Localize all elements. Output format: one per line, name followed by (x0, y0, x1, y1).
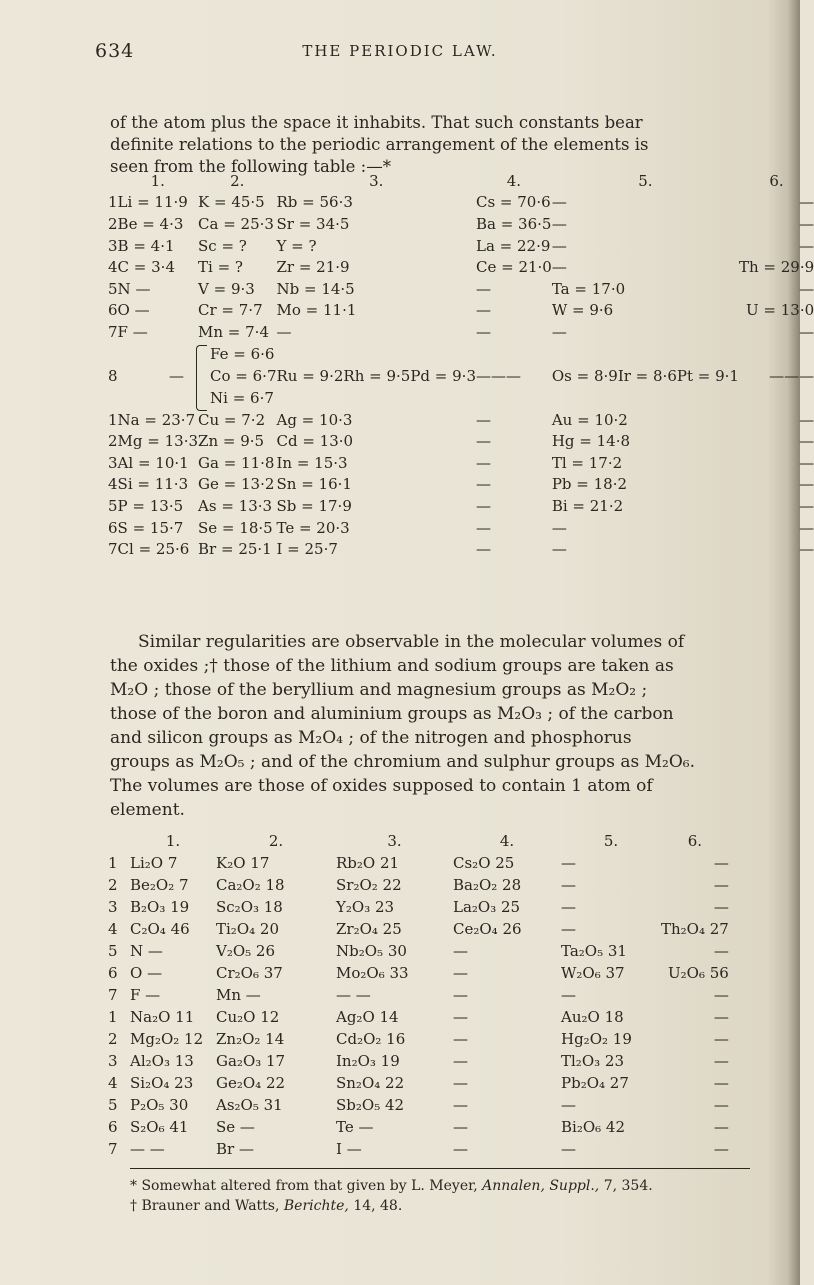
table-cell: — (551, 518, 567, 537)
table-cell: Ag = 10·3 (276, 410, 353, 429)
row-label: 5 (108, 496, 118, 515)
table-cell: — — (336, 986, 371, 1004)
table-cell: P = 13·5 (117, 496, 184, 515)
table-cell: — (453, 1052, 468, 1070)
table-cell: Te — (336, 1118, 374, 1136)
table-cell: La₂O₃ 25 (453, 898, 521, 916)
table-cell: Ce = 21·0 (475, 258, 552, 277)
footnote: * Somewhat altered from that given by L. Meyer, Annalen, Suppl., 7, 354. (130, 1178, 653, 1194)
table-cell: — (169, 366, 185, 385)
table-cell: Tl = 17·2 (551, 453, 623, 472)
row-label: 1 (108, 410, 118, 429)
table-cell: — (561, 1140, 576, 1158)
table-cell: Na = 23·7 (117, 410, 196, 429)
table-cell: — (713, 854, 729, 872)
table-cell: O — (130, 964, 163, 982)
table-cell: — (551, 322, 567, 341)
table-cell: Ag₂O 14 (336, 1008, 399, 1026)
table-cell: — (713, 986, 729, 1004)
column-header: 4. (499, 832, 515, 850)
table-cell: — (799, 518, 814, 537)
table-cell: — (453, 942, 468, 960)
column-header: 6. (687, 832, 703, 850)
table-cell: Sn₂O₄ 22 (336, 1074, 405, 1092)
table-cell: N — (130, 942, 163, 960)
table-row (108, 918, 729, 940)
row-label: 3 (108, 898, 118, 916)
table-cell: — (713, 1118, 729, 1136)
triad-entry: Ir = 8·6 (617, 366, 677, 385)
table-cell: — (475, 496, 491, 515)
oxides-paragraph (110, 630, 740, 822)
table-cell: — (713, 876, 729, 894)
column-header: 4. (506, 171, 522, 190)
table-row (108, 940, 729, 962)
table-cell: — (453, 1074, 468, 1092)
table-cell: Ce₂O₄ 26 (453, 920, 522, 938)
table-cell: — — (130, 1140, 165, 1158)
table-cell: Ga = 11·8 (198, 453, 275, 472)
row-label: 7 (108, 322, 118, 341)
table-cell: — (713, 898, 729, 916)
table-cell: Y₂O₃ 23 (336, 898, 395, 916)
table-cell: Ti = ? (198, 258, 243, 277)
table-cell: Th₂O₄ 27 (661, 920, 729, 938)
table-row (108, 1028, 729, 1050)
table-cell: Br — (216, 1140, 254, 1158)
table-row (108, 1138, 729, 1160)
table-row (108, 852, 729, 874)
table-cell: Mn = 7·4 (198, 322, 269, 341)
table-cell: — (799, 279, 814, 298)
table-cell: — (551, 540, 567, 559)
intro-line: of the atom plus the space it inhabits. That such constants bear (110, 113, 643, 132)
table-cell: K₂O 17 (216, 854, 270, 872)
table-cell: Y = ? (276, 236, 317, 255)
intro-paragraph (110, 112, 738, 178)
table-row (108, 474, 814, 496)
row-label: 2 (108, 214, 118, 233)
triad-entry: — (475, 366, 491, 385)
row-label: 6 (108, 964, 118, 982)
table-cell: Ca₂O₂ 18 (216, 876, 285, 894)
table-cell: Hg₂O₂ 19 (561, 1030, 632, 1048)
table-cell: Ba = 36·5 (475, 214, 552, 233)
table-cell: — (453, 1030, 468, 1048)
table-row (108, 321, 814, 343)
row-label: 1 (108, 193, 118, 212)
table-row (108, 517, 814, 539)
table-cell: — (475, 540, 491, 559)
table-row (108, 1072, 729, 1094)
table-cell: Mg = 13·3 (117, 432, 199, 451)
table-cell: — (799, 432, 814, 451)
column-header: 5. (603, 832, 619, 850)
row-label: 6 (108, 1118, 118, 1136)
table-cell: Zr₂O₄ 25 (336, 920, 402, 938)
table-cell: Si₂O₄ 23 (130, 1074, 194, 1092)
column-header: 5. (638, 171, 653, 190)
row-label: 2 (108, 432, 118, 451)
table-cell: Zr = 21·9 (276, 258, 350, 277)
table-cell: B₂O₃ 19 (130, 898, 190, 916)
oxide-volume-table (108, 830, 729, 1160)
table-cell: B = 4·1 (117, 236, 175, 255)
table-cell: N — (117, 279, 151, 298)
row-label: 5 (108, 942, 118, 960)
table-cell: — (453, 1140, 468, 1158)
table-cell: — (453, 1118, 468, 1136)
table-cell: Be₂O₂ 7 (130, 876, 189, 894)
table-cell: Ta = 17·0 (551, 279, 626, 298)
page-header (0, 40, 800, 80)
table-cell: — (713, 1052, 729, 1070)
table-row (108, 213, 814, 235)
table-cell: Cs₂O 25 (453, 854, 515, 872)
table-cell: Cd = 13·0 (276, 432, 354, 451)
table-cell: — (713, 1030, 729, 1048)
table-cell: V = 9·3 (198, 279, 255, 298)
table-cell: Nb = 14·5 (276, 279, 355, 298)
table-cell: — (713, 942, 729, 960)
table-cell: Li₂O 7 (130, 854, 178, 872)
table-cell (476, 343, 552, 409)
triad-entry: Pd = 9·3 (410, 366, 476, 385)
table-cell: Zn = 9·5 (198, 432, 265, 451)
table-cell: U = 13·0 (745, 301, 814, 320)
table-cell: Sb = 17·9 (276, 496, 352, 515)
row-label: 8 (108, 366, 118, 385)
table-header-row (108, 830, 729, 852)
table-row (108, 538, 814, 560)
table-cell: — (453, 986, 468, 1004)
table-cell: — (561, 876, 576, 894)
triad-entry: Ni = 6·7 (210, 388, 274, 407)
table-row (108, 1094, 729, 1116)
table-cell: — (713, 1140, 729, 1158)
table-cell: — (551, 236, 567, 255)
table-cell: U₂O₆ 56 (668, 964, 729, 982)
table-cell: Al = 10·1 (117, 453, 189, 472)
table-row (108, 235, 814, 257)
table-cell: Se = 18·5 (198, 518, 273, 537)
table-cell: — (799, 410, 814, 429)
table-cell: Nb₂O₅ 30 (336, 942, 407, 960)
table-cell: — (475, 410, 491, 429)
table-cell: — (551, 258, 567, 277)
table-row (108, 452, 814, 474)
table-cell: Sr₂O₂ 22 (336, 876, 402, 894)
triad-entry: Ru = 9·2 (276, 366, 344, 385)
table-cell: Mo = 11·1 (276, 301, 357, 320)
table-cell: O — (117, 301, 150, 320)
table-cell (739, 343, 814, 409)
table-cell: — (475, 453, 491, 472)
table-cell: Sc = ? (198, 236, 247, 255)
intro-line: seen from the following table :—* (110, 157, 391, 176)
table-cell: Mg₂O₂ 12 (130, 1030, 204, 1048)
table-cell: — (713, 1096, 729, 1114)
table-cell: Ge₂O₄ 22 (216, 1074, 286, 1092)
brace-mark (196, 345, 207, 411)
table-cell: S = 15·7 (117, 518, 184, 537)
table-cell: Sr = 34·5 (276, 214, 350, 233)
triad-entry: Co = 6·7 (210, 366, 277, 385)
table-cell: — (799, 475, 814, 494)
table-cell: Ba₂O₂ 28 (453, 876, 522, 894)
table-row (108, 430, 814, 452)
row-label: 1 (108, 1008, 118, 1026)
table-cell: As₂O₅ 31 (216, 1096, 283, 1114)
table-cell: — (475, 279, 491, 298)
table-row (108, 874, 729, 896)
table-cell: Cu = 7·2 (198, 410, 266, 429)
paragraph-line: the oxides ;† those of the lithium and sodium groups are taken as (110, 656, 674, 676)
row-label: 3 (108, 236, 118, 255)
column-header: 6. (769, 171, 784, 190)
page-number: 634 (95, 40, 135, 62)
table-row (108, 300, 814, 322)
table-row (108, 192, 814, 214)
table-cell: Sn = 16·1 (276, 475, 352, 494)
table-row (108, 962, 729, 984)
paragraph-line: Similar regularities are observable in the molecular volumes of (138, 632, 685, 652)
table-cell: W₂O₆ 37 (561, 964, 625, 982)
table-cell: Si = 11·3 (117, 475, 189, 494)
table-cell: Na₂O 11 (130, 1008, 195, 1026)
bracketed-triad (198, 343, 276, 409)
triad-entry: — (490, 366, 506, 385)
table-row (108, 1006, 729, 1028)
table-cell: — (799, 540, 814, 559)
table-cell: Te = 20·3 (276, 518, 350, 537)
table-cell: P₂O₅ 30 (130, 1096, 189, 1114)
table-cell: — (799, 322, 814, 341)
triad-entry: Fe = 6·6 (210, 344, 275, 363)
row-label: 3 (108, 453, 118, 472)
table-cell: S₂O₆ 41 (130, 1118, 189, 1136)
table-cell: — (713, 1008, 729, 1026)
triad-entry: — (799, 366, 814, 385)
row-label: 6 (108, 301, 118, 320)
column-header: 1. (165, 832, 181, 850)
table-cell: Au₂O 18 (561, 1008, 624, 1026)
table-cell: In = 15·3 (276, 453, 348, 472)
table-cell: — (561, 854, 576, 872)
atomic-volume-table (108, 170, 814, 560)
table-cell: Cs = 70·6 (475, 193, 551, 212)
table-cell: Be = 4·3 (117, 214, 184, 233)
table-cell: Ti₂O₄ 20 (216, 920, 279, 938)
column-header: 3. (387, 832, 402, 850)
row-label: 4 (108, 1074, 118, 1092)
triad-entry: — (769, 366, 785, 385)
table-cell: — (799, 236, 814, 255)
table-row (108, 495, 814, 517)
column-header: 3. (369, 171, 384, 190)
table-cell: C = 3·4 (117, 258, 175, 277)
table-cell: — (561, 986, 576, 1004)
table-cell: — (799, 453, 814, 472)
row-label: 2 (108, 876, 118, 894)
table-cell: F — (117, 322, 148, 341)
table-cell: — (475, 301, 491, 320)
table-cell: Hg = 14·8 (551, 432, 631, 451)
table-cell: Ta₂O₅ 31 (561, 942, 627, 960)
table-cell: Ge = 13·2 (198, 475, 275, 494)
table-row (108, 278, 814, 300)
table-cell: Zn₂O₂ 14 (216, 1030, 285, 1048)
table-cell: Ga₂O₃ 17 (216, 1052, 286, 1070)
table-cell: Br = 25·1 (198, 540, 272, 559)
row-label: 3 (108, 1052, 118, 1070)
paragraph-line: those of the boron and aluminium groups as M₂O₃ ; of the carbon (110, 704, 674, 724)
row-label: 7 (108, 540, 118, 559)
table-cell: Rb = 56·3 (276, 193, 353, 212)
row-label: 4 (108, 920, 118, 938)
table-cell: — (799, 193, 814, 212)
row-label: 4 (108, 258, 118, 277)
footnote: † Brauner and Watts, Berichte, 14, 48. (130, 1198, 403, 1214)
paragraph-line: groups as M₂O₅ ; and of the chromium and sulphur groups as M₂O₆. (110, 752, 696, 772)
running-title: THE PERIODIC LAW. (302, 42, 498, 60)
table-cell: C₂O₄ 46 (130, 920, 190, 938)
table-cell: Cr = 7·7 (198, 301, 263, 320)
table-row (108, 896, 729, 918)
table-cell: Cl = 25·6 (117, 540, 190, 559)
table-cell: K = 45·5 (198, 193, 265, 212)
table-cell: — (799, 496, 814, 515)
intro-line: definite relations to the periodic arrangement of the elements is (110, 135, 649, 154)
table-cell: — (453, 1096, 468, 1114)
table-cell: As = 13·3 (198, 496, 273, 515)
row-label: 1 (108, 854, 118, 872)
column-header: 2. (230, 171, 245, 190)
paragraph-line: The volumes are those of oxides supposed to contain 1 atom of (110, 776, 653, 796)
row-label: 4 (108, 475, 118, 494)
table-cell: — (453, 1008, 468, 1026)
table-row (108, 984, 729, 1006)
table-cell: F — (130, 986, 161, 1004)
table-row (108, 1116, 729, 1138)
row-label: 2 (108, 1030, 118, 1048)
table-cell: I — (336, 1140, 362, 1158)
table-cell: Pb = 18·2 (551, 475, 628, 494)
paragraph-line: and silicon groups as M₂O₄ ; of the nitrogen and phosphorus (110, 728, 632, 748)
table-cell: — (475, 322, 491, 341)
table-cell: Li = 11·9 (117, 193, 188, 212)
table-cell: — (713, 1074, 729, 1092)
table-cell: Al₂O₃ 13 (130, 1052, 194, 1070)
table-row (108, 409, 814, 431)
table-cell: In₂O₃ 19 (336, 1052, 400, 1070)
table-cell: Tl₂O₃ 23 (561, 1052, 624, 1070)
table-row (108, 1050, 729, 1072)
table-cell: — (276, 322, 292, 341)
triad-entry: Os = 8·9 (551, 366, 618, 385)
table-cell: Mn — (216, 986, 261, 1004)
table-cell: Au = 10·2 (551, 410, 628, 429)
row-label: 7 (108, 986, 118, 1004)
table-cell: Mo₂O₆ 33 (336, 964, 409, 982)
table-cell: Bi₂O₆ 42 (561, 1118, 625, 1136)
triad-entry: Rh = 9·5 (343, 366, 411, 385)
table-cell: Ca = 25·3 (198, 214, 274, 233)
column-header: 2. (268, 832, 284, 850)
triad-entry: — (505, 366, 521, 385)
triad-entry: — (784, 366, 800, 385)
table-cell: — (551, 193, 567, 212)
paragraph-line: element. (110, 800, 185, 820)
table-cell: — (453, 964, 468, 982)
table-cell: Pb₂O₄ 27 (561, 1074, 629, 1092)
footnotes (130, 1176, 770, 1216)
triad-entry: Pt = 9·1 (676, 366, 739, 385)
table-row (108, 256, 814, 278)
group-8-row (108, 343, 814, 409)
column-header: 1. (150, 171, 165, 190)
table-cell: — (475, 432, 491, 451)
table-cell (552, 343, 739, 409)
table-cell: W = 9·6 (551, 301, 614, 320)
table-cell: I = 25·7 (276, 540, 338, 559)
table-cell: V₂O₅ 26 (216, 942, 276, 960)
row-label: 6 (108, 518, 118, 537)
table-cell (276, 343, 476, 409)
table-cell: Cd₂O₂ 16 (336, 1030, 406, 1048)
row-label: 5 (108, 1096, 118, 1114)
table-cell: — (561, 898, 576, 916)
table-cell: — (551, 214, 567, 233)
table-cell: Sb₂O₅ 42 (336, 1096, 405, 1114)
footnote-rule (130, 1168, 750, 1169)
table-cell: Se — (216, 1118, 255, 1136)
table-cell: — (561, 920, 576, 938)
table-cell: — (561, 1096, 576, 1114)
paragraph-line: M₂O ; those of the beryllium and magnesium groups as M₂O₂ ; (110, 680, 648, 700)
table-cell: La = 22·9 (475, 236, 551, 255)
table-cell: — (799, 214, 814, 233)
table-header-row (108, 170, 814, 192)
table-cell: Bi = 21·2 (551, 496, 624, 515)
table-cell: — (475, 475, 491, 494)
table-cell: Cu₂O 12 (216, 1008, 280, 1026)
table-cell: Cr₂O₆ 37 (216, 964, 283, 982)
row-label: 7 (108, 1140, 118, 1158)
table-cell: — (475, 518, 491, 537)
table-cell: Sc₂O₃ 18 (216, 898, 283, 916)
row-label: 5 (108, 279, 118, 298)
table-cell: Rb₂O 21 (336, 854, 400, 872)
table-cell: Th = 29·9 (738, 258, 814, 277)
